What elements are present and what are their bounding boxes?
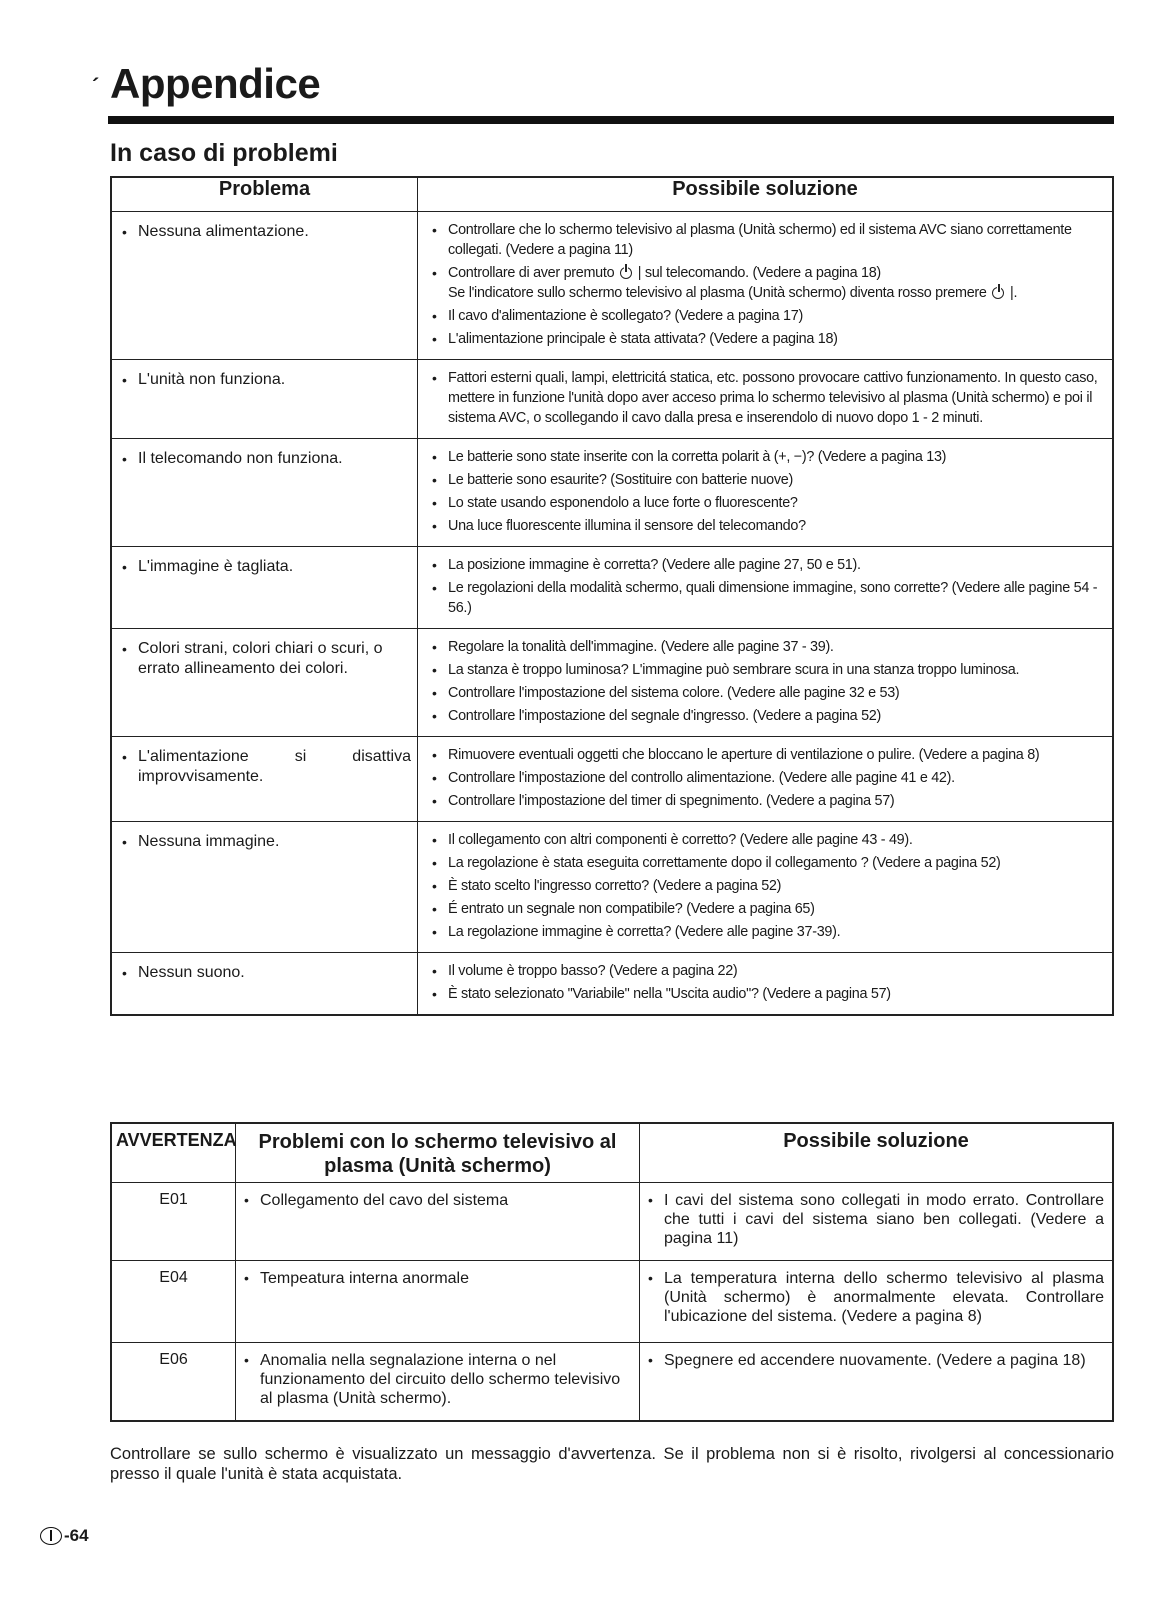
table-row: • Il telecomando non funziona. • Le batterie sono state inserite con la corretta polarit à (+, −)? (Vedere a pagina 13) • Le batterie sono esaurite? (Sostituire con batterie nuove) • Lo state usando esponendolo a luce forte o fluorescente? • Una luce fluorescente illumina il sensore del telecomando?	[111, 439, 1113, 547]
solution-text: Controllare che lo schermo televisivo al plasma (Unità schermo) ed il sistema AVC siano correttamente collegati. (Vedere a pagina 11)	[448, 222, 1072, 258]
problem-text: Nessuna alimentazione.	[138, 223, 309, 240]
error-code: E04	[111, 1261, 236, 1343]
solution-text: Regolare la tonalità dell'immagine. (Vedere alle pagine 37 - 39).	[448, 639, 834, 655]
page-number: -64	[40, 1526, 89, 1546]
solution-text: Il collegamento con altri componenti è corretto? (Vedere alle pagine 43 - 49).	[448, 832, 913, 848]
solution-text: Fattori esterni quali, lampi, elettricitá statica, etc. possono provocare cattivo funzionamento. In questo caso, mettere in funzione l'unità dopo aver acceso prima lo schermo televisivo al plasma (Unità schermo) e poi il sistema AVC, o scollegando il cavo dalla presa e inserendolo di nuovo dopo 1 - 2 minuti.	[448, 370, 1098, 426]
solution-text: Rimuovere eventuali oggetti che bloccano le aperture di ventilazione o pulire. (Vedere a pagina 8)	[448, 747, 1040, 763]
section-title: In caso di problemi	[110, 139, 338, 167]
table-row: • L'alimentazione si disattiva improvvisamente. • Rimuovere eventuali oggetti che bloccano le aperture di ventilazione o pulire. (Vedere a pagina 8) • Controllare l'impostazione del controllo alimentazione. (Vedere alle pagine 41 e 42). • Controllare l'impostazione del timer di spegnimento. (Vedere a pagina 57)	[111, 737, 1113, 822]
problem-text: Anomalia nella segnalazione interna o nel funzionamento del circuito dello schermo televisivo al plasma (Unità schermo).	[260, 1352, 621, 1407]
error-code: E06	[111, 1343, 236, 1421]
problem-text: L'alimentazione si disattiva improvvisamente.	[138, 748, 411, 785]
table-row: E06 • Anomalia nella segnalazione interna o nel funzionamento del circuito dello schermo televisivo al plasma (Unità schermo). • Spegnere ed accendere nuovamente. (Vedere a pagina 18)	[111, 1343, 1113, 1421]
table-row: E01 • Collegamento del cavo del sistema • I cavi del sistema sono collegati in modo errato. Controllare che tutti i cavi del sistema siano ben collegati. (Vedere a pagina 11)	[111, 1183, 1113, 1261]
footer-note: Controllare se sullo schermo è visualizzato un messaggio d'avvertenza. Se il problema non si è risolto, rivolgersi al concessionario presso il quale l'unità è stata acquistata.	[110, 1445, 1114, 1483]
solution-text: Controllare l'impostazione del segnale d'ingresso. (Vedere a pagina 52)	[448, 708, 881, 724]
table-row: • Colori strani, colori chiari o scuri, o errato allineamento dei colori. • Regolare la tonalità dell'immagine. (Vedere alle pagine 37 - 39). • La stanza è troppo luminosa? L'immagine può sembrare scura in una stanza troppo luminosa. • Controllare l'impostazione del sistema colore. (Vedere alle pagine 32 e 53) • Controllare l'impostazione del segnale d'ingresso. (Vedere a pagina 52)	[111, 629, 1113, 737]
column-header-solution: Possibile soluzione	[640, 1123, 1114, 1183]
table-row: • Nessun suono. • Il volume è troppo basso? (Vedere a pagina 22) • È stato selezionato "Variabile" nella "Uscita audio"? (Vedere a pagina 57)	[111, 953, 1113, 1016]
table-row: • L'immagine è tagliata. • La posizione immagine è corretta? (Vedere alle pagine 27, 50 e 51). • Le regolazioni della modalità schermo, quali dimensione immagine, sono corrette? (Vedere alle pagine 54 - 56.)	[111, 547, 1113, 629]
bullet: •	[122, 224, 127, 240]
solution-text: I cavi del sistema sono collegati in modo errato. Controllare che tutti i cavi del sistema siano ben collegati. (Vedere a pagina 11)	[664, 1192, 1104, 1247]
solution-text: Controllare l'impostazione del sistema colore. (Vedere alle pagine 32 e 53)	[448, 685, 900, 701]
problem-text: Tempeatura interna anormale	[260, 1270, 470, 1287]
problem-text: L'immagine è tagliata.	[138, 558, 294, 575]
solution-text: La temperatura interna dello schermo televisivo al plasma (Unità schermo) è anormalmente elevata. Controllare l'ubicazione del sistema. (Vedere a pagina 8)	[664, 1270, 1104, 1325]
solution-text: Spegnere ed accendere nuovamente. (Vedere a pagina 18)	[664, 1352, 1086, 1369]
table-row: • Nessuna alimentazione. • Controllare che lo schermo televisivo al plasma (Unità schermo) ed il sistema AVC siano correttamente collegati. (Vedere a pagina 11) • Controllare di aver premuto | sul telecomando. (Vedere a pagina 18) Se l'indicatore sullo schermo televisivo al plasma (Unità schermo) diventa rosso premere |. • Il cavo d'alimentazione è scollegato? (Vedere a pagina 17) • L'alimentazione principale è stata attivata? (Vedere a pagina 18)	[111, 212, 1113, 360]
solution-text: Controllare l'impostazione del timer di spegnimento. (Vedere a pagina 57)	[448, 793, 895, 809]
error-code: E01	[111, 1183, 236, 1261]
table-row: E04 • Tempeatura interna anormale • La temperatura interna dello schermo televisivo al plasma (Unità schermo) è anormalmente elevata. Controllare l'ubicazione del sistema. (Vedere a pagina 8)	[111, 1261, 1113, 1343]
problem-text: L'unità non funziona.	[138, 371, 286, 388]
solution-text: L'alimentazione principale è stata attivata? (Vedere a pagina 18)	[448, 331, 838, 347]
title-rule	[108, 116, 1114, 124]
solution-text: É entrato un segnale non compatibile? (Vedere a pagina 65)	[448, 901, 815, 917]
solution-text: Le batterie sono esaurite? (Sostituire con batterie nuove)	[448, 472, 793, 488]
problem-text: Nessun suono.	[138, 964, 245, 981]
solution-text: Le batterie sono state inserite con la corretta polarit à (+, −)? (Vedere a pagina 13)	[448, 449, 947, 465]
problem-text: Colori strani, colori chiari o scuri, o errato allineamento dei colori.	[138, 640, 383, 677]
language-i-icon	[40, 1527, 62, 1545]
solution-text: Lo state usando esponendolo a luce forte o fluorescente?	[448, 495, 798, 511]
column-header-problem: Problema	[111, 177, 418, 212]
troubleshooting-table	[110, 176, 1114, 1016]
corner-mark: ´	[92, 74, 100, 99]
solution-text: Una luce fluorescente illumina il sensore del telecomando?	[448, 518, 806, 534]
column-header-warning: AVVERTENZA	[111, 1123, 236, 1183]
solution-text: È stato selezionato "Variabile" nella "Uscita audio"? (Vedere a pagina 57)	[448, 986, 891, 1002]
solution-text: La regolazione immagine è corretta? (Vedere alle pagine 37-39).	[448, 924, 841, 940]
warning-table	[110, 1122, 1114, 1422]
column-header-problem: Problemi con lo schermo televisivo al plasma (Unità schermo)	[236, 1123, 640, 1183]
column-header-solution: Possibile soluzione	[418, 177, 1114, 212]
solution-text: È stato scelto l'ingresso corretto? (Vedere a pagina 52)	[448, 878, 782, 894]
solution-text: La regolazione è stata eseguita correttamente dopo il collegamento ? (Vedere a pagina 52)	[448, 855, 1001, 871]
problem-text: Nessuna immagine.	[138, 833, 280, 850]
solution-text: Controllare di aver premuto | sul telecomando. (Vedere a pagina 18) Se l'indicatore sullo schermo televisivo al plasma (Unità schermo) diventa rosso premere |.	[448, 265, 1018, 301]
solution-text: Il cavo d'alimentazione è scollegato? (Vedere a pagina 17)	[448, 308, 803, 324]
solution-text: Il volume è troppo basso? (Vedere a pagina 22)	[448, 963, 738, 979]
solution-text: La stanza è troppo luminosa? L'immagine può sembrare scura in una stanza troppo luminosa.	[448, 662, 1020, 678]
power-icon	[620, 267, 632, 279]
table-row: • Nessuna immagine. • Il collegamento con altri componenti è corretto? (Vedere alle pagine 43 - 49). • La regolazione è stata eseguita correttamente dopo il collegamento ? (Vedere a pagina 52) • È stato scelto l'ingresso corretto? (Vedere a pagina 52) • É entrato un segnale non compatibile? (Vedere a pagina 65) • La regolazione immagine è corretta? (Vedere alle pagine 37-39).	[111, 822, 1113, 953]
solution-text: La posizione immagine è corretta? (Vedere alle pagine 27, 50 e 51).	[448, 557, 861, 573]
page-title: Appendice	[110, 60, 321, 107]
problem-text: Il telecomando non funziona.	[138, 450, 343, 467]
solution-text: Le regolazioni della modalità schermo, quali dimensione immagine, sono corrette? (Vedere alle pagine 54 - 56.)	[448, 580, 1098, 616]
table-row: • L'unità non funziona. • Fattori esterni quali, lampi, elettricitá statica, etc. possono provocare cattivo funzionamento. In questo caso, mettere in funzione l'unità dopo aver acceso prima lo schermo televisivo al plasma (Unità schermo) e poi il sistema AVC, o scollegando il cavo dalla presa e inserendolo di nuovo dopo 1 - 2 minuti.	[111, 360, 1113, 439]
solution-text: Controllare l'impostazione del controllo alimentazione. (Vedere alle pagine 41 e 42).	[448, 770, 955, 786]
power-icon	[992, 287, 1004, 299]
problem-text: Collegamento del cavo del sistema	[260, 1192, 509, 1209]
